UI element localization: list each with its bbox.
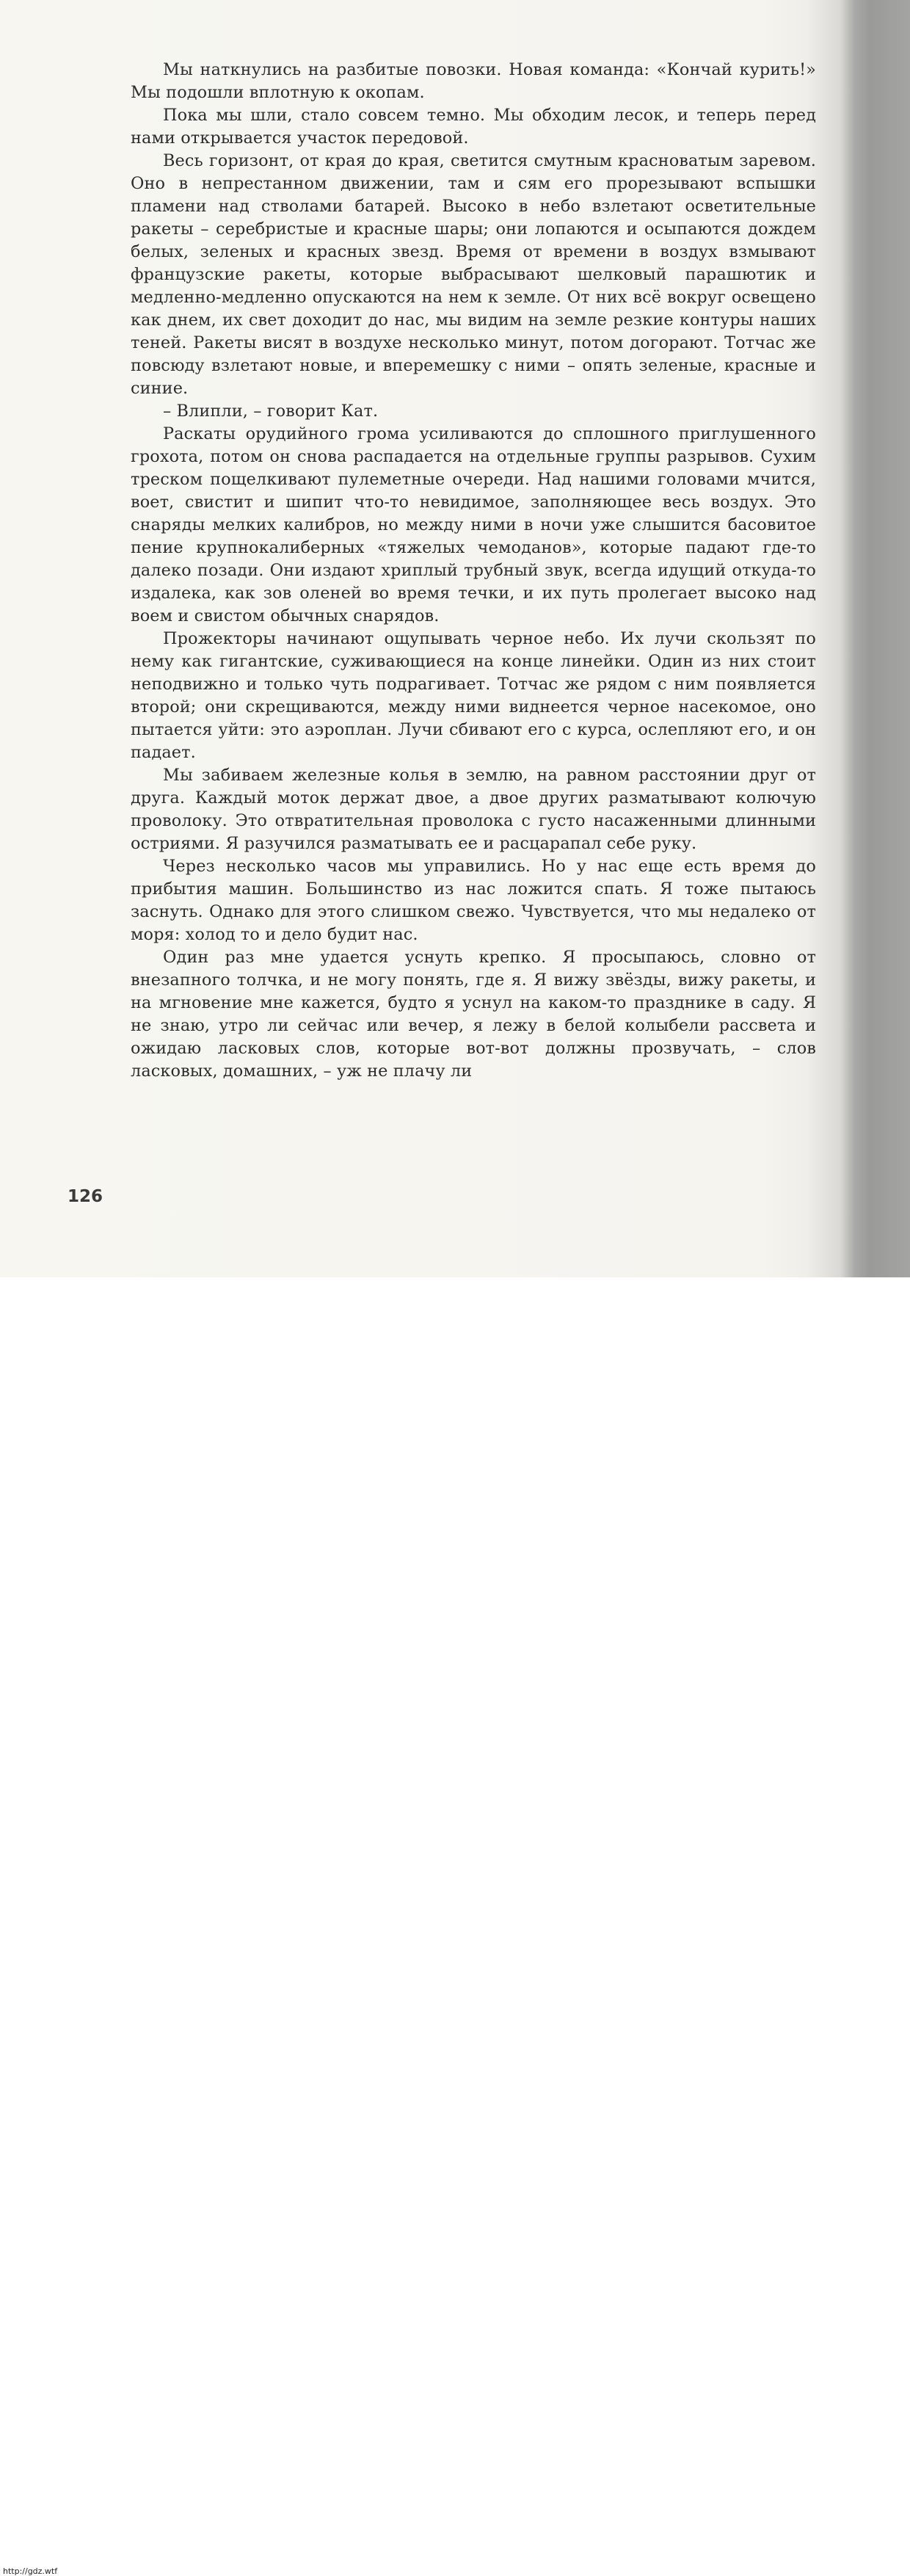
paragraph-2: Пока мы шли, стало совсем темно. Мы обходим лесок, и теперь перед нами открывается участок передовой. <box>131 106 816 148</box>
paragraph-7: Мы забиваем железные колья в землю, на равном расстоянии друг от друга. Каждый моток держат двое, а двое других разматывают колючую проволоку. Это отвратительная проволока с густо насаженными длинными остриями. Я разучился разматывать ее и расцарапал себе руку. <box>131 766 816 853</box>
page-number: 126 <box>68 1187 103 1206</box>
paragraph-9: Один раз мне удается уснуть крепко. Я просыпаюсь, словно от внезапного толчка, и не могу понять, где я. Я вижу звёзды, вижу ракеты, и на мгновение мне кажется, будто я уснул на каком-то празднике в саду. Я не знаю, утро ли сейчас или вечер, я лежу в белой колыбели рассвета и ожидаю ласковых слов, которые вот-вот должны прозвучать, – слов ласковых, домашних, – уж не плачу ли <box>131 948 816 1081</box>
page-text <box>131 59 816 1083</box>
footer-bar <box>0 1277 910 2576</box>
paragraph-8: Через несколько часов мы управились. Но у нас еще есть время до прибытия машин. Большинство из нас ложится спать. Я тоже пытаюсь заснуть. Однако для этого слишком свежо. Чувствуется, что мы недалеко от моря: холод то и дело будит нас. <box>131 857 816 944</box>
paragraph-3: Весь горизонт, от края до края, светится смутным красноватым заревом. Оно в непрестанном движении, там и сям его прорезывают вспышки пламени над стволами батарей. Высоко в небо взлетают осветительные ракеты – серебристые и красные шары; они лопаются и осыпаются дождем белых, зеленых и красных звезд. Время от времени в воздух взмывают французские ракеты, которые выбрасывают шелковый парашютик и медленно-медленно опускаются на нем к земле. От них всё вокруг освещено как днем, их свет доходит до нас, мы видим на земле резкие контуры наших теней. Ракеты висят в воздухе несколько минут, потом догорают. Тотчас же повсюду взлетают новые, и вперемешку с ними – опять зеленые, красные и синие. <box>131 151 816 398</box>
paragraph-6: Прожекторы начинают ощупывать черное небо. Их лучи скользят по нему как гигантские, суживающиеся на конце линейки. Один из них стоит неподвижно и только чуть подрагивает. Тотчас же рядом с ним появляется второй; они скрещиваются, между ними виднеется черное насекомое, оно пытается уйти: это аэроплан. Лучи сбивают его с курса, ослепляют его, и он падает. <box>131 629 816 762</box>
paragraph-5: Раскаты орудийного грома усиливаются до сплошного приглушенного грохота, потом он снова распадается на отдельные группы разрывов. Сухим треском пощелкивают пулеметные очереди. Над нашими головами мчится, воет, свистит и шипит что-то невидимое, заполняющее весь воздух. Это снаряды мелких калибров, но между ними в ночи уже слышится басовитое пение крупнокалиберных «тяжелых чемоданов», которые падают где-то далеко позади. Они издают хриплый трубный звук, всегда идущий откуда-то издалека, как зов оленей во время течки, и их путь пролегает высоко над воем и свистом обычных снарядов. <box>131 424 816 625</box>
paragraph-1: Мы наткнулись на разбитые повозки. Новая команда: «Кончай курить!» Мы подошли вплотную к окопам. <box>131 60 816 102</box>
book-page <box>0 0 910 1277</box>
paragraph-4: – Влипли, – говорит Кат. <box>163 402 379 421</box>
watermark-link[interactable]: http://gdz.wtf <box>3 2566 58 2576</box>
